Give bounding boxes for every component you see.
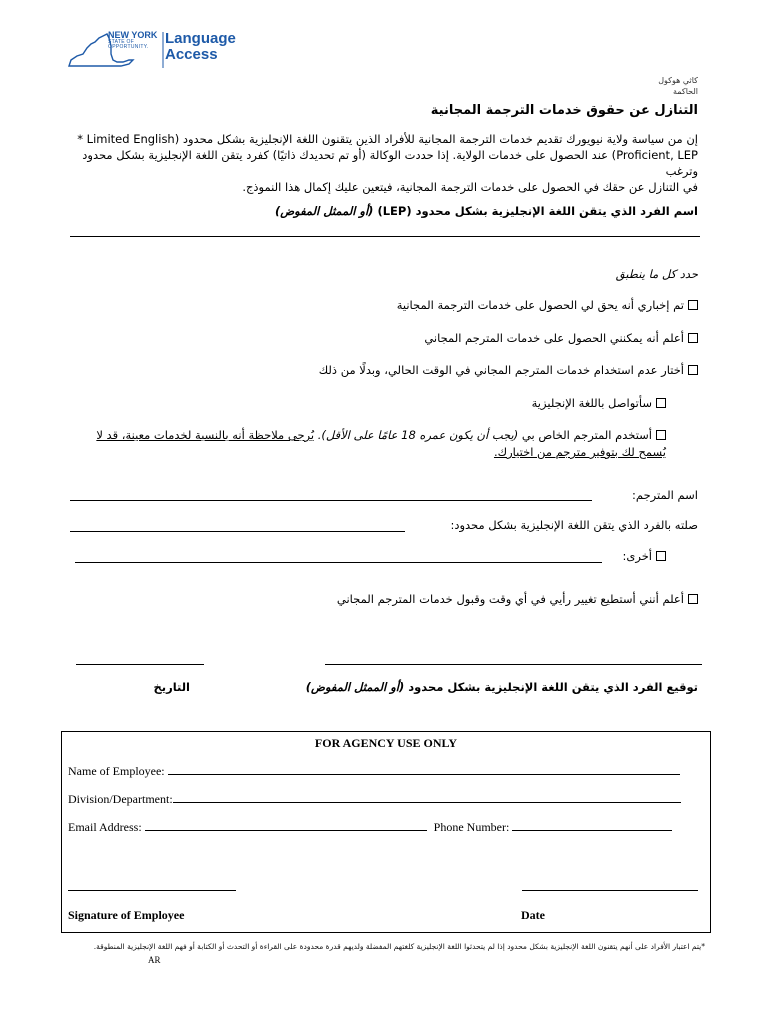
- governor-block: [658, 75, 698, 97]
- signature-label: توقيع الفرد الذي يتقن اللغة الإنجليزية بشكل محدود (أو الممثل المفوض): [305, 680, 698, 694]
- checkbox-icon[interactable]: [688, 333, 698, 343]
- sub-option-english[interactable]: سأتواصل باللغة الإنجليزية: [532, 395, 666, 412]
- checkbox-icon[interactable]: [656, 398, 666, 408]
- brand-wordmark: NEW YORK STATE OF OPPORTUNITY.: [108, 30, 158, 50]
- checkbox-icon[interactable]: [656, 430, 666, 440]
- employee-date-label: Date: [521, 908, 545, 922]
- relation-field[interactable]: [70, 531, 405, 532]
- checkbox-icon[interactable]: [656, 551, 666, 561]
- checkbox-icon[interactable]: [688, 300, 698, 310]
- sub-option-own-interpreter[interactable]: أستخدم المترجم الخاص بي (يجب أن يكون عمره 18 عامًا على الأقل). يُرجى ملاحظة أنه بالنسبة لخدمات معينة، قد لا يُسمح لك بتوفير مترجم من اختيارك.: [96, 428, 666, 459]
- option-decline[interactable]: أختار عدم استخدام خدمات المترجم المجاني في الوقت الحالي، وبدلًا من ذلك: [319, 362, 698, 379]
- date-label: التاريخ: [153, 680, 190, 694]
- relation-label: صلته بالفرد الذي يتقن اللغة الإنجليزية بشكل محدود:: [450, 518, 698, 532]
- division-row: Division/Department:: [68, 792, 681, 807]
- agency-title: FOR AGENCY USE ONLY: [314, 736, 458, 750]
- email-phone-row: Email Address: Phone Number:: [68, 820, 672, 835]
- interpreter-name-label: اسم المترجم:: [632, 488, 698, 502]
- select-all-label: حدد كل ما ينطبق: [615, 267, 698, 281]
- other-field[interactable]: [75, 562, 602, 563]
- intro-line-2: Proficient, LEP) عند الحصول على خدمات الولاية. إذا حددت الوكالة (أو تم تحديدك ذاتيًا) كفرد يتقن اللغة الإنجليزية بشكل محدود وترغب: [82, 148, 698, 178]
- lep-name-field[interactable]: [70, 236, 700, 237]
- footnote: *يتم اعتبار الأفراد على أنهم يتقنون اللغة الإنجليزية بشكل محدود إذا لم يتحدثوا اللغة الإنجليزية كلغتهم المفضلة ولديهم قدرة محدودة على القراءة أو التحدث أو الكتابة أو فهم اللغة الإنجليزية المنطوقة.: [93, 942, 705, 951]
- interpreter-name-field[interactable]: [70, 500, 592, 501]
- governor-name: كاثي هوكول: [658, 76, 698, 85]
- checkbox-icon[interactable]: [688, 594, 698, 604]
- signature-field[interactable]: [325, 664, 702, 665]
- option-other[interactable]: أخرى:: [622, 548, 666, 565]
- checkbox-icon[interactable]: [688, 365, 698, 375]
- agency-use-box: [61, 731, 711, 933]
- governor-title: الحاكمة: [673, 87, 698, 96]
- option-informed[interactable]: تم إخباري أنه يحق لي الحصول على خدمات الترجمة المجانية: [397, 297, 698, 314]
- language-access-title: Language Access: [165, 30, 236, 63]
- date-field[interactable]: [76, 664, 204, 665]
- employee-signature-label: Signature of Employee: [68, 908, 185, 922]
- option-change-mind[interactable]: أعلم أنني أستطيع تغيير رأيي في أي وقت وقبول خدمات المترجم المجاني: [337, 591, 698, 608]
- phone-field[interactable]: [512, 820, 672, 831]
- email-field[interactable]: [145, 820, 427, 831]
- employee-signature-field[interactable]: [68, 890, 236, 891]
- lep-name-label: اسم الفرد الذي يتقن اللغة الإنجليزية بشكل محدود (LEP) (أو الممثل المفوض): [274, 204, 698, 218]
- form-title: التنازل عن حقوق خدمات الترجمة المجانية: [430, 103, 698, 118]
- employee-date-field[interactable]: [522, 890, 698, 891]
- intro-paragraph: [68, 131, 698, 195]
- employee-name-row: Name of Employee:: [68, 764, 680, 779]
- language-code: AR: [148, 955, 161, 965]
- employee-name-field[interactable]: [168, 764, 680, 775]
- intro-line-3: في التنازل عن حقك في الحصول على خدمات الترجمة المجانية، فيتعين عليك إكمال هذا النموذج.: [242, 180, 698, 194]
- division-field[interactable]: [173, 792, 681, 803]
- intro-line-1: إن من سياسة ولاية نيويورك تقديم خدمات الترجمة المجانية للأفراد الذين يتقنون اللغة الإنجليزية بشكل محدود (Limited English *: [77, 132, 698, 146]
- option-aware[interactable]: أعلم أنه يمكنني الحصول على خدمات المترجم المجاني: [424, 330, 698, 347]
